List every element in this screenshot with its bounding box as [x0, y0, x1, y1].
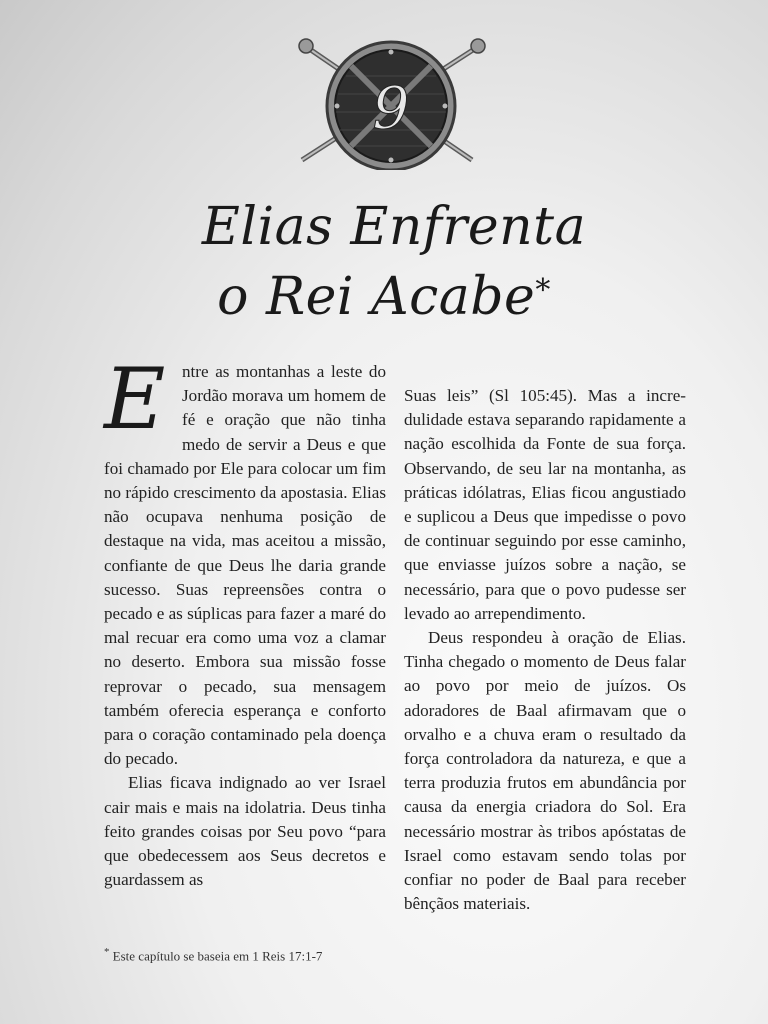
paragraph: Elias ficava indignado ao ver Israel cair mais e mais na idolatria. Deus tinha feito grandes coisas por Seu povo “para que obedecessem aos Seus decretos e guardassem as — [104, 773, 386, 890]
paragraph: Deus respondeu à oração de Elias. Tinha chegado o momento de Deus falar ao povo por meio de juízos. Os adoradores de Baal afirmavam que o orvalho e a chuva eram o resultado da força controladora da natureza, e que a terra produzia frutos em abundância por causa da energia criadora do Sol. Era necessário mostrar às tribos apóstatas de Israel como estavam sendo tolas por confiar no poder de Baal para receber bênçãos materiais. — [404, 628, 686, 914]
paragraph: Suas leis” (Sl 105:45). Mas a incredulidade estava separando rapidamente a nação escolhida da Fonte de sua força. Observando, de seu lar na montanha, as práticas idólatras, Elias ficou angustiado e suplicou a Deus que impedisse o povo de continuar seguindo por esse caminho, que enviasse juízos sobre a nação, se necessário, para que o povo pudesse ser levado ao arrependimento. — [404, 386, 686, 623]
paragraph — [104, 350, 386, 771]
drop-cap: E — [104, 350, 166, 448]
title-asterisk: * — [535, 273, 551, 308]
chapter-emblem — [296, 36, 486, 170]
chapter-title-line-2 — [0, 262, 768, 332]
text-column-right — [404, 384, 686, 916]
chapter-title-line-1: Elias Enfrenta — [201, 197, 587, 257]
chapter-number: 9 — [372, 74, 410, 142]
footnote-marker: * — [104, 946, 110, 958]
text-column-left — [104, 350, 386, 892]
paragraph-text: ntre as montanhas a leste do Jordão morava um homem de fé e oração que não tinha medo de servir a Deus e que foi chamado por Ele para colocar um fim no rápido crescimento da apostasia. Elias não ocupava nenhuma posição de destaque na vida, mas aceitou a missão, confiante de que Deus lhe daria grande sucesso. Suas repreensões contra o pecado e as súplicas para fazer a maré do mal recuar era como uma voz a clamar no deserto. Embora sua missão fosse reprovar o pecado, sua mensagem também oferecia esperança e conforto para o coração contaminado pela doença do pecado. — [104, 362, 386, 769]
footnote-text: Este capítulo se baseia em 1 Reis 17:1-7 — [112, 948, 323, 964]
footnote — [104, 946, 404, 964]
title-text: o Rei Acabe — [217, 267, 536, 327]
